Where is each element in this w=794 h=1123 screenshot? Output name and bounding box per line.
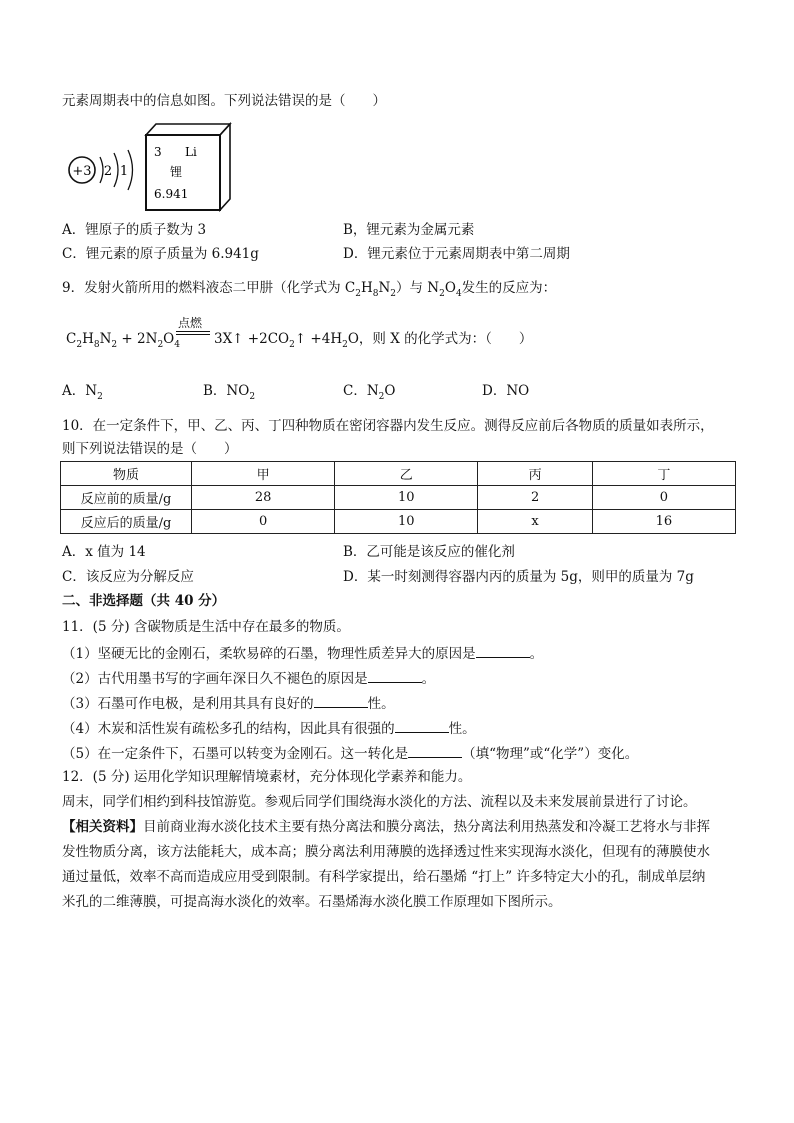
q10-option-c: C．该反应为分解反应 <box>62 569 194 585</box>
element-number: 3 <box>154 145 162 159</box>
table-header-cell: 丁 <box>592 462 735 486</box>
element-symbol: Li <box>185 145 197 159</box>
element-name: 锂 <box>170 165 183 179</box>
table-header-cell: 物质 <box>61 462 192 486</box>
q11-part2: （2）古代用墨书写的字画年深日久不褪色的原因是 。 <box>62 668 435 688</box>
reaction-condition: 点燃 <box>178 316 203 330</box>
q12-line5: 米孔的二维薄膜，可提高海水淡化的效率。石墨烯海水淡化膜工作原理如下图所示。 <box>62 894 562 910</box>
answer-blank[interactable] <box>368 668 422 683</box>
table-row <box>61 486 736 510</box>
q10-option-d: D．某一时刻测得容器内丙的质量为 5g，则甲的质量为 7g <box>343 569 694 585</box>
q12-stem: 12．(5 分) 运用化学知识理解情境素材，充分体现化学素养和能力。 <box>62 769 472 785</box>
table-cell: 28 <box>192 486 335 510</box>
q11-part3: （3）石墨可作电极，是利用其具有良好的 性。 <box>62 693 395 713</box>
q10-option-b: B．乙可能是该反应的催化剂 <box>343 544 515 560</box>
nucleus-charge: +3 <box>72 164 92 179</box>
q12-line4: 通过量低，效率不高而造成应用受到限制。有科学家提出，给石墨烯 “打上” 许多特定大小的孔，制成单层纳 <box>62 869 706 885</box>
q8-option-d: D．锂元素位于元素周期表中第二周期 <box>343 246 570 262</box>
lithium-figure <box>62 120 242 215</box>
element-mass: 6.941 <box>154 187 189 201</box>
q8-option-c: C．锂元素的原子质量为 6.941g <box>62 246 259 262</box>
table-header-cell: 乙 <box>335 462 478 486</box>
table-row <box>61 510 736 534</box>
q9-stem: 9．发射火箭所用的燃料液态二甲肼（化学式为 $C_2H_8N_2$）与 $N_2O_4$发生的反应为： <box>62 280 557 299</box>
shell-2-electrons: 1 <box>119 164 129 179</box>
table-cell: 反应后的质量/g <box>61 510 192 534</box>
q9-equation: $C_2H_8N_2 + 2N_2O_4$ 3X↑ $+2CO_2↑ +4H_2O$，则 X 的化学式为：（ ） <box>66 331 533 350</box>
table-cell: 10 <box>335 486 478 510</box>
q10-option-a: A．x 值为 14 <box>62 544 146 560</box>
q12-line3: 发性物质分离，该方法能耗大，成本高；膜分离法利用薄膜的选择透过性来实现海水淡化，但现有的薄膜使水 <box>62 844 710 860</box>
q11-stem: 11．(5 分) 含碳物质是生活中存在最多的物质。 <box>62 619 350 635</box>
table-cell: x <box>478 510 592 534</box>
table-header-cell: 甲 <box>192 462 335 486</box>
q9-option-d: D．NO <box>482 383 530 399</box>
q12-line2: 【相关资料】目前商业海水淡化技术主要有热分离法和膜分离法，热分离法利用热蒸发和冷凝工艺将水与非挥 <box>62 819 710 835</box>
q9-option-b: B．$NO_2$ <box>203 383 256 402</box>
table-cell: 反应前的质量/g <box>61 486 192 510</box>
table-cell: 16 <box>592 510 735 534</box>
q11-part1: （1）坚硬无比的金刚石，柔软易碎的石墨，物理性质差异大的原因是 。 <box>62 643 543 663</box>
q8-option-b: B，锂元素为金属元素 <box>343 222 475 238</box>
q8-option-a: A．锂原子的质子数为 3 <box>62 222 207 238</box>
q11-part4: （4）木炭和活性炭有疏松多孔的结构，因此具有很强的 性。 <box>62 718 476 738</box>
table-cell: 10 <box>335 510 478 534</box>
q11-part5: （5）在一定条件下，石墨可以转变为金刚石。这一转化是 （填“物理”或“化学”）变化。 <box>62 743 638 763</box>
q9-option-c: C．$N_2O$ <box>343 383 396 402</box>
q10-stem-line1: 10．在一定条件下，甲、乙、丙、丁四种物质在密闭容器内发生反应。测得反应前后各物质的质量如表所示， <box>62 418 714 434</box>
answer-blank[interactable] <box>476 643 530 658</box>
q8-stem: 元素周期表中的信息如图。下列说法错误的是（ ） <box>62 93 386 109</box>
section-heading: 二、非选择题（共 40 分） <box>62 593 226 609</box>
shell-1-electrons: 2 <box>103 164 113 179</box>
answer-blank[interactable] <box>314 693 368 708</box>
table-header-row <box>61 462 736 486</box>
answer-blank[interactable] <box>408 743 462 758</box>
table-cell: 0 <box>592 486 735 510</box>
table-header-cell: 丙 <box>478 462 592 486</box>
q12-line1: 周末，同学们相约到科技馆游览。参观后同学们围绕海水淡化的方法、流程以及未来发展前景进行了讨论。 <box>62 794 697 810</box>
q9-option-a: A．$N_2$ <box>62 383 103 402</box>
mass-table <box>60 461 736 534</box>
table-cell: 0 <box>192 510 335 534</box>
table-cell: 2 <box>478 486 592 510</box>
answer-blank[interactable] <box>395 718 449 733</box>
q10-stem-line2: 则下列说法错误的是（ ） <box>62 441 238 457</box>
